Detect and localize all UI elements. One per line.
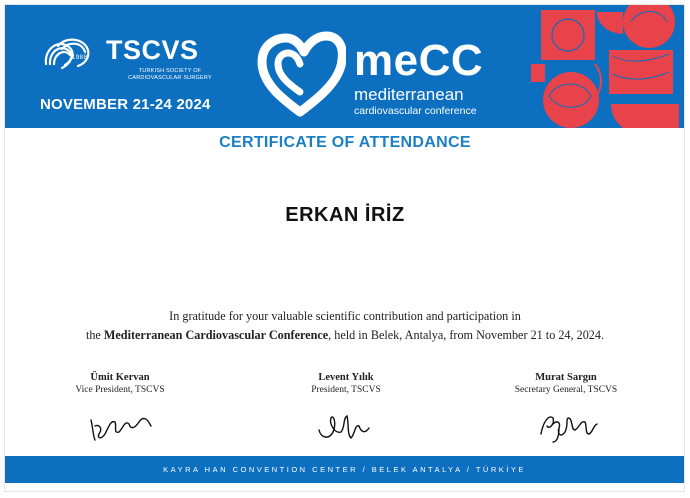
certificate-title: CERTIFICATE OF ATTENDANCE: [219, 134, 471, 151]
conference-subtitle-small: cardiovascular conference: [354, 105, 477, 117]
anatomical-heart-illustration-icon: [531, 4, 685, 128]
handwritten-signature-icon: [85, 404, 155, 444]
body-line-2: [20, 326, 670, 345]
signatory-vice-president: [40, 372, 200, 444]
tscvs-brand: [40, 34, 230, 114]
society-full-name: TURKISH SOCIETY OF CARDIOVASCULAR SURGERY: [128, 68, 212, 81]
body-line-1: In gratitude for your valuable scientific contribution and participation in: [169, 309, 521, 323]
body-line-2-prefix: the: [85, 328, 104, 342]
conference-full-name: Mediterranean Cardiovascular Conference: [103, 328, 329, 342]
signatory-name: Levent Yılık: [318, 372, 374, 383]
signatory-name: Murat Sargın: [535, 372, 597, 383]
signatory-secretary-general: [486, 372, 646, 444]
tscvs-year: 1988: [72, 55, 88, 61]
tscvs-ribbon-logo-icon: [40, 34, 102, 78]
footer-venue-bar: KAYRA HAN CONVENTION CENTER / BELEK ANTALYA / TÜRKİYE: [4, 456, 685, 483]
signatory-role: President, TSCVS: [311, 385, 381, 395]
mecc-brand: [254, 30, 504, 125]
recipient-name: ERKAN İRİZ: [285, 204, 405, 226]
signatory-role: Vice President, TSCVS: [75, 385, 165, 395]
signatory-name: Ümit Kervan: [90, 372, 150, 383]
body-line-2-suffix: , held in Belek, Antalya, from November 21 to 24, 2024.: [328, 328, 605, 342]
conference-name: meCC: [354, 36, 484, 85]
conference-subtitle: mediterranean: [354, 85, 464, 104]
conference-dates: NOVEMBER 21-24 2024: [40, 96, 211, 113]
society-name: TSCVS: [106, 35, 199, 65]
certificate-body: [20, 307, 670, 345]
signatory-president: [266, 372, 426, 444]
heart-outline-icon: [254, 30, 346, 118]
handwritten-signature-icon: [531, 404, 601, 444]
header-banner: [4, 4, 685, 128]
signatory-role: Secretary General, TSCVS: [514, 385, 618, 395]
handwritten-signature-icon: [311, 404, 381, 444]
